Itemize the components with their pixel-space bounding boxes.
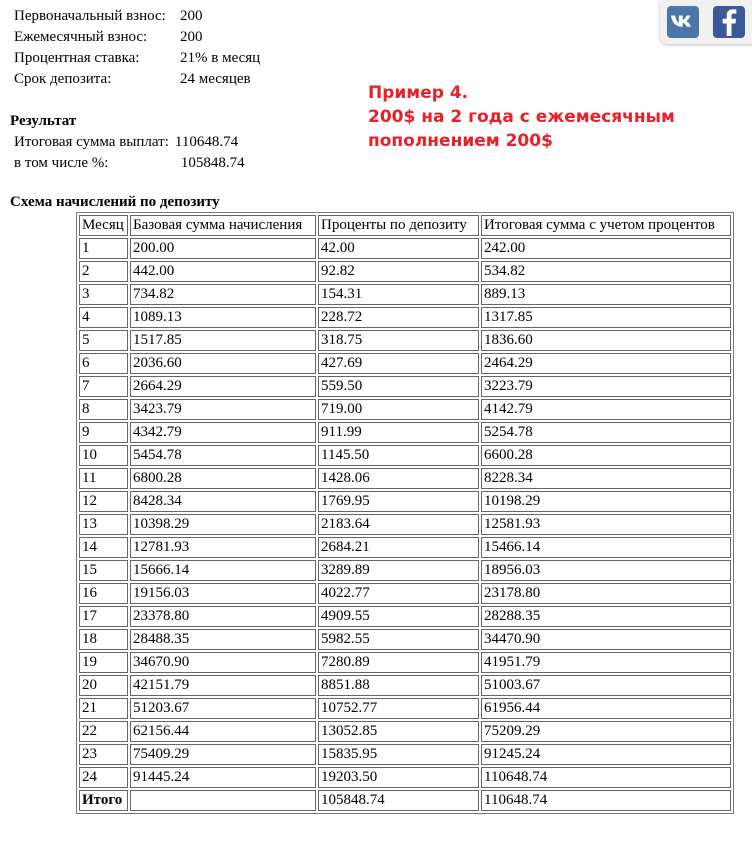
total-cell: 1836.60 [481,330,731,351]
interest-cell: 228.72 [318,307,479,328]
base-amount-cell: 91445.24 [130,767,316,788]
interest-cell: 3289.89 [318,560,479,581]
month-cell: 18 [79,629,128,650]
schedule-body [79,238,731,811]
interest-cell: 5982.55 [318,629,479,650]
table-row [79,744,731,765]
initial-deposit-value: 200 [180,8,203,24]
interest-cell: 2684.21 [318,537,479,558]
month-cell: 21 [79,698,128,719]
total-row [79,790,731,811]
interest-cell: 911.99 [318,422,479,443]
monthly-deposit-label: Ежемесячный взнос: [14,29,148,45]
month-cell: 12 [79,491,128,512]
base-amount-cell: 5454.78 [130,445,316,466]
table-row [79,284,731,305]
total-cell: 4142.79 [481,399,731,420]
interest-total-label: в том числе %: [14,155,109,171]
col-header-month: Месяц [79,215,128,236]
col-header-total: Итоговая сумма с учетом процентов [481,215,731,236]
total-cell: 5254.78 [481,422,731,443]
interest-cell: 1769.95 [318,491,479,512]
total-cell: 34470.90 [481,629,731,650]
table-row [79,560,731,581]
interest-cell: 7280.89 [318,652,479,673]
base-amount-cell: 28488.35 [130,629,316,650]
table-row [79,652,731,673]
month-cell: 19 [79,652,128,673]
total-cell: 889.13 [481,284,731,305]
month-cell: 16 [79,583,128,604]
total-payout-value: 110648.74 [174,134,239,150]
result-table [10,131,249,175]
monthly-deposit-row [12,28,262,47]
total-row-base [130,790,316,811]
table-row [79,698,731,719]
month-cell: 10 [79,445,128,466]
schedule-table [76,212,734,814]
table-row [79,721,731,742]
month-cell: 14 [79,537,128,558]
total-cell: 6600.28 [481,445,731,466]
month-cell: 7 [79,376,128,397]
table-row [79,514,731,535]
monthly-deposit-value: 200 [180,29,203,45]
month-cell: 8 [79,399,128,420]
interest-total-row [12,154,247,173]
total-row-amount: 110648.74 [481,790,731,811]
table-row [79,307,731,328]
col-header-base-amount: Базовая сумма начисления [130,215,316,236]
base-amount-cell: 19156.03 [130,583,316,604]
base-amount-cell: 3423.79 [130,399,316,420]
interest-cell: 154.31 [318,284,479,305]
schedule-heading: Схема начислений по депозиту [10,194,220,210]
table-row [79,491,731,512]
table-row [79,583,731,604]
base-amount-cell: 2664.29 [130,376,316,397]
total-cell: 15466.14 [481,537,731,558]
base-amount-cell: 2036.60 [130,353,316,374]
month-cell: 22 [79,721,128,742]
table-row [79,238,731,259]
base-amount-cell: 34670.90 [130,652,316,673]
base-amount-cell: 42151.79 [130,675,316,696]
interest-cell: 559.50 [318,376,479,397]
interest-rate-row [12,49,262,68]
interest-cell: 8851.88 [318,675,479,696]
example-note-line-3: пополнением 200$ [368,131,553,151]
base-amount-cell: 51203.67 [130,698,316,719]
interest-cell: 42.00 [318,238,479,259]
total-payout-label: Итоговая сумма выплат: [14,134,169,150]
base-amount-cell: 12781.93 [130,537,316,558]
deposit-term-label: Срок депозита: [14,71,112,87]
schedule-header-row [79,215,731,236]
table-row [79,629,731,650]
base-amount-cell: 734.82 [130,284,316,305]
table-row [79,330,731,351]
base-amount-cell: 4342.79 [130,422,316,443]
base-amount-cell: 200.00 [130,238,316,259]
interest-cell: 1145.50 [318,445,479,466]
deposit-inputs-table [10,5,264,91]
total-cell: 110648.74 [481,767,731,788]
base-amount-cell: 6800.28 [130,468,316,489]
month-cell: 1 [79,238,128,259]
total-cell: 534.82 [481,261,731,282]
total-row-label: Итого [79,790,128,811]
base-amount-cell: 10398.29 [130,514,316,535]
month-cell: 3 [79,284,128,305]
total-cell: 61956.44 [481,698,731,719]
interest-cell: 15835.95 [318,744,479,765]
interest-cell: 10752.77 [318,698,479,719]
total-row-interest: 105848.74 [318,790,479,811]
month-cell: 24 [79,767,128,788]
month-cell: 23 [79,744,128,765]
base-amount-cell: 1517.85 [130,330,316,351]
month-cell: 6 [79,353,128,374]
interest-cell: 2183.64 [318,514,479,535]
base-amount-cell: 1089.13 [130,307,316,328]
total-payout-row [12,133,247,152]
facebook-share-button[interactable] [713,6,745,38]
result-heading: Результат [10,113,77,129]
month-cell: 9 [79,422,128,443]
total-cell: 51003.67 [481,675,731,696]
vk-share-button[interactable] [667,6,699,38]
total-cell: 91245.24 [481,744,731,765]
deposit-term-value: 24 месяцев [180,71,251,87]
month-cell: 15 [79,560,128,581]
table-row [79,422,731,443]
example-note [368,81,675,153]
total-cell: 242.00 [481,238,731,259]
table-row [79,537,731,558]
month-cell: 13 [79,514,128,535]
interest-cell: 318.75 [318,330,479,351]
total-cell: 1317.85 [481,307,731,328]
table-row [79,606,731,627]
deposit-term-row [12,70,262,89]
base-amount-cell: 8428.34 [130,491,316,512]
month-cell: 11 [79,468,128,489]
month-cell: 4 [79,307,128,328]
interest-cell: 92.82 [318,261,479,282]
example-note-line-1: Пример 4. [368,83,469,103]
total-cell: 3223.79 [481,376,731,397]
table-row [79,468,731,489]
base-amount-cell: 15666.14 [130,560,316,581]
interest-cell: 19203.50 [318,767,479,788]
interest-cell: 1428.06 [318,468,479,489]
total-cell: 18956.03 [481,560,731,581]
social-share-panel [660,0,752,44]
total-cell: 12581.93 [481,514,731,535]
total-cell: 75209.29 [481,721,731,742]
total-cell: 8228.34 [481,468,731,489]
table-row [79,376,731,397]
interest-total-value: 105848.74 [180,155,245,171]
interest-rate-value: 21% в месяц [180,50,261,66]
col-header-interest: Проценты по депозиту [318,215,479,236]
total-cell: 28288.35 [481,606,731,627]
total-cell: 23178.80 [481,583,731,604]
total-cell: 10198.29 [481,491,731,512]
vk-icon [670,14,696,30]
initial-deposit-label: Первоначальный взнос: [14,8,166,24]
base-amount-cell: 23378.80 [130,606,316,627]
interest-rate-label: Процентная ставка: [14,50,140,66]
month-cell: 17 [79,606,128,627]
interest-cell: 427.69 [318,353,479,374]
table-row [79,353,731,374]
table-row [79,675,731,696]
base-amount-cell: 62156.44 [130,721,316,742]
example-note-line-2: 200$ на 2 года с ежемесячным [368,107,675,127]
table-row [79,399,731,420]
month-cell: 2 [79,261,128,282]
month-cell: 5 [79,330,128,351]
interest-cell: 4022.77 [318,583,479,604]
facebook-icon [720,8,738,36]
table-row [79,445,731,466]
base-amount-cell: 442.00 [130,261,316,282]
total-cell: 41951.79 [481,652,731,673]
interest-cell: 13052.85 [318,721,479,742]
interest-cell: 719.00 [318,399,479,420]
table-row [79,767,731,788]
table-row [79,261,731,282]
schedule-table-wrapper [76,212,734,814]
interest-cell: 4909.55 [318,606,479,627]
month-cell: 20 [79,675,128,696]
base-amount-cell: 75409.29 [130,744,316,765]
total-cell: 2464.29 [481,353,731,374]
initial-deposit-row [12,7,262,26]
